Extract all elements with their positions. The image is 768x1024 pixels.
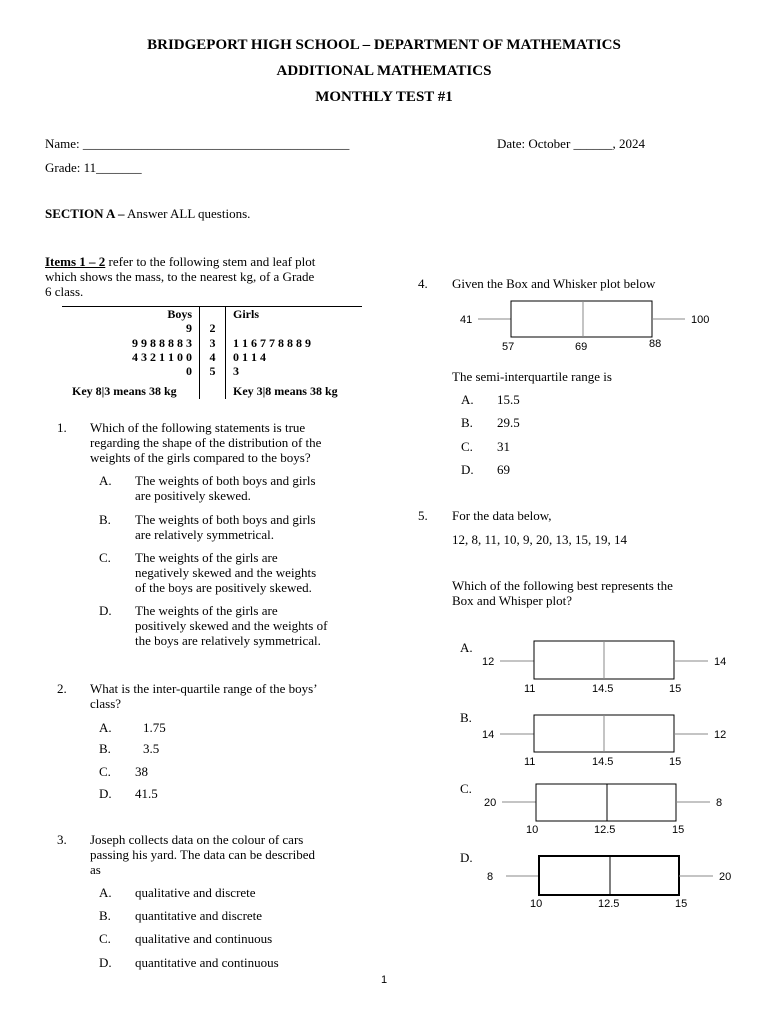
- q5-d-box: [539, 856, 679, 895]
- girls-key: Key 3|8 means 38 kg: [233, 384, 338, 398]
- q1-option-b-letter: B.: [99, 512, 111, 527]
- q4-option-b-text: 29.5: [497, 415, 520, 430]
- q5-option-a-letter: A.: [460, 640, 473, 655]
- q5-b-median-label: 14.5: [592, 756, 614, 768]
- q3-option-c-letter: C.: [99, 931, 111, 946]
- q5-c-q3-label: 15: [672, 824, 685, 836]
- boys-leaves-row: 9 9 8 8 8 8 3: [132, 336, 192, 350]
- q5-d-left-label: 8: [487, 871, 494, 883]
- q5-c-box: [536, 784, 676, 821]
- girls-header: Girls: [233, 307, 259, 321]
- q5-option-d-letter: D.: [460, 850, 473, 865]
- q1-option-d-text: positively skewed and the weights of: [135, 618, 328, 633]
- q1-option-c-text: of the boys are positively skewed.: [135, 580, 312, 595]
- q3-option-d-text: quantitative and continuous: [135, 955, 279, 970]
- q1-option-d-letter: D.: [99, 603, 112, 618]
- stem-value: 2: [209, 321, 216, 335]
- q3-stem-line: Joseph collects data on the colour of cars: [90, 832, 304, 847]
- q4-option-a-letter: A.: [461, 392, 474, 407]
- q2-option-d-text: 41.5: [135, 786, 158, 801]
- q5-option-a-box-plot: [470, 638, 740, 696]
- q2-option-c-letter: C.: [99, 764, 111, 779]
- q5-d-q3-label: 15: [675, 898, 688, 910]
- q5-question-line: Which of the following best represents the: [452, 578, 673, 593]
- intro-line-2: which shows the mass, to the nearest kg, of a Grade: [45, 269, 315, 284]
- q1-number: 1.: [57, 420, 67, 435]
- name-field: Name: _________________________________________: [45, 136, 350, 151]
- q1-option-c-text: The weights of the girls are: [135, 550, 278, 565]
- q4-box: [511, 301, 652, 337]
- q1-option-a-text: The weights of both boys and girls: [135, 473, 316, 488]
- q3-option-a-letter: A.: [99, 885, 112, 900]
- q5-d-q1-label: 10: [530, 898, 543, 910]
- items-reference: Items 1 – 2: [45, 254, 106, 269]
- q5-stem: For the data below,: [452, 508, 552, 523]
- q5-option-c-letter: C.: [460, 781, 472, 796]
- boys-key: Key 8|3 means 38 kg: [72, 384, 177, 398]
- q1-option-b-text: are relatively symmetrical.: [135, 527, 274, 542]
- section-instruction: Answer ALL questions.: [124, 206, 251, 221]
- q1-option-b-text: The weights of both boys and girls: [135, 512, 316, 527]
- q1-option-a-text: are positively skewed.: [135, 488, 251, 503]
- test-title: MONTHLY TEST #1: [315, 89, 453, 105]
- q5-b-q3-label: 15: [669, 756, 682, 768]
- q5-number: 5.: [418, 508, 428, 523]
- q4-max-label: 100: [691, 314, 710, 326]
- girls-leaves-row: 1 1 6 7 7 8 8 8 9: [233, 336, 311, 350]
- stem-value: 4: [209, 350, 216, 364]
- q1-stem-line: weights of the girls compared to the boys?: [90, 450, 311, 465]
- q4-question: The semi-interquartile range is: [452, 369, 612, 384]
- q2-option-d-letter: D.: [99, 786, 112, 801]
- q2-stem-line: What is the inter-quartile range of the boys’: [90, 681, 318, 696]
- q5-a-median-label: 14.5: [592, 683, 614, 695]
- q4-q3-label: 88: [649, 338, 662, 350]
- boys-leaves-row: 9: [186, 321, 192, 335]
- q3-stem-line: passing his yard. The data can be described: [90, 847, 316, 862]
- stem-leaf-plot: [62, 306, 362, 401]
- q5-c-right-label: 8: [716, 797, 723, 809]
- q1-option-a-letter: A.: [99, 473, 112, 488]
- q5-d-right-label: 20: [719, 871, 732, 883]
- q4-min-label: 41: [460, 314, 473, 326]
- q4-number: 4.: [418, 276, 428, 291]
- subject-title: ADDITIONAL MATHEMATICS: [276, 63, 492, 79]
- section-heading: [45, 206, 250, 222]
- q5-a-right-label: 14: [714, 656, 727, 668]
- q1-option-c-letter: C.: [99, 550, 111, 565]
- q5-a-q1-label: 11: [524, 683, 536, 695]
- school-title: BRIDGEPORT HIGH SCHOOL – DEPARTMENT OF MATHEMATICS: [147, 37, 621, 53]
- q3-option-a-text: qualitative and discrete: [135, 885, 256, 900]
- q1-option-d-text: the boys are relatively symmetrical.: [135, 633, 321, 648]
- q3-number: 3.: [57, 832, 67, 847]
- q5-a-q3-label: 15: [669, 683, 682, 695]
- q2-stem-line: class?: [90, 696, 122, 711]
- boys-leaves-row: 0: [186, 364, 192, 378]
- q1-stem-line: Which of the following statements is true: [90, 420, 306, 435]
- q4-option-d-text: 69: [497, 462, 510, 477]
- q4-option-d-letter: D.: [461, 462, 474, 477]
- q2-option-c-text: 38: [135, 764, 148, 779]
- q3-option-c-text: qualitative and continuous: [135, 931, 273, 946]
- q1-stem-line: regarding the shape of the distribution of the: [90, 435, 322, 450]
- q5-a-left-label: 12: [482, 656, 495, 668]
- q5-option-c-box-plot: [470, 781, 740, 837]
- q5-d-median-label: 12.5: [598, 898, 620, 910]
- q2-option-b-text: 3.5: [143, 741, 160, 756]
- stem-value: 3: [209, 336, 216, 350]
- q2-option-b-letter: B.: [99, 741, 111, 756]
- q2-number: 2.: [57, 681, 67, 696]
- girls-leaves-row: 3: [233, 364, 239, 378]
- q4-option-a-text: 15.5: [497, 392, 520, 407]
- q5-option-d-box-plot: [470, 853, 745, 911]
- girls-leaves-row: 0 1 1 4: [233, 350, 266, 364]
- intro-line-3: 6 class.: [45, 284, 84, 299]
- q2-option-a-letter: A.: [99, 720, 112, 735]
- q3-stem-line: as: [90, 862, 101, 877]
- q4-q1-label: 57: [502, 341, 515, 353]
- q5-c-median-label: 12.5: [594, 824, 616, 836]
- stem-value: 5: [209, 364, 216, 378]
- page-number: 1: [381, 974, 388, 986]
- q5-b-left-label: 14: [482, 729, 495, 741]
- q3-option-b-letter: B.: [99, 908, 111, 923]
- q2-option-a-text: 1.75: [143, 720, 166, 735]
- q4-option-c-letter: C.: [461, 439, 473, 454]
- q3-option-b-text: quantitative and discrete: [135, 908, 263, 923]
- q5-b-q1-label: 11: [524, 756, 536, 768]
- section-title: SECTION A –: [45, 206, 125, 221]
- boys-leaves-row: 4 3 2 1 1 0 0: [132, 350, 192, 364]
- q3-option-d-letter: D.: [99, 955, 112, 970]
- q4-option-b-letter: B.: [461, 415, 473, 430]
- q4-stem: Given the Box and Whisker plot below: [452, 276, 656, 291]
- stem-divider-right: [225, 307, 226, 399]
- q5-b-right-label: 12: [714, 729, 727, 741]
- intro-text-1: refer to the following stem and leaf plot: [105, 254, 316, 269]
- boys-header: Boys: [167, 307, 192, 321]
- intro-line-1: [45, 254, 315, 269]
- q1-option-d-text: The weights of the girls are: [135, 603, 278, 618]
- q5-data: 12, 8, 11, 10, 9, 20, 13, 15, 19, 14: [452, 532, 628, 547]
- q5-option-b-box-plot: [470, 712, 740, 770]
- date-field: Date: October ______, 2024: [497, 136, 646, 151]
- q5-c-q1-label: 10: [526, 824, 539, 836]
- q5-option-b-letter: B.: [460, 710, 472, 725]
- grade-field: Grade: 11_______: [45, 160, 142, 175]
- q5-c-left-label: 20: [484, 797, 497, 809]
- q4-median-label: 69: [575, 341, 588, 353]
- q4-box-plot: [450, 296, 730, 356]
- q4-option-c-text: 31: [497, 439, 510, 454]
- q1-option-c-text: negatively skewed and the weights: [135, 565, 317, 580]
- q5-question-line: Box and Whisper plot?: [452, 593, 572, 608]
